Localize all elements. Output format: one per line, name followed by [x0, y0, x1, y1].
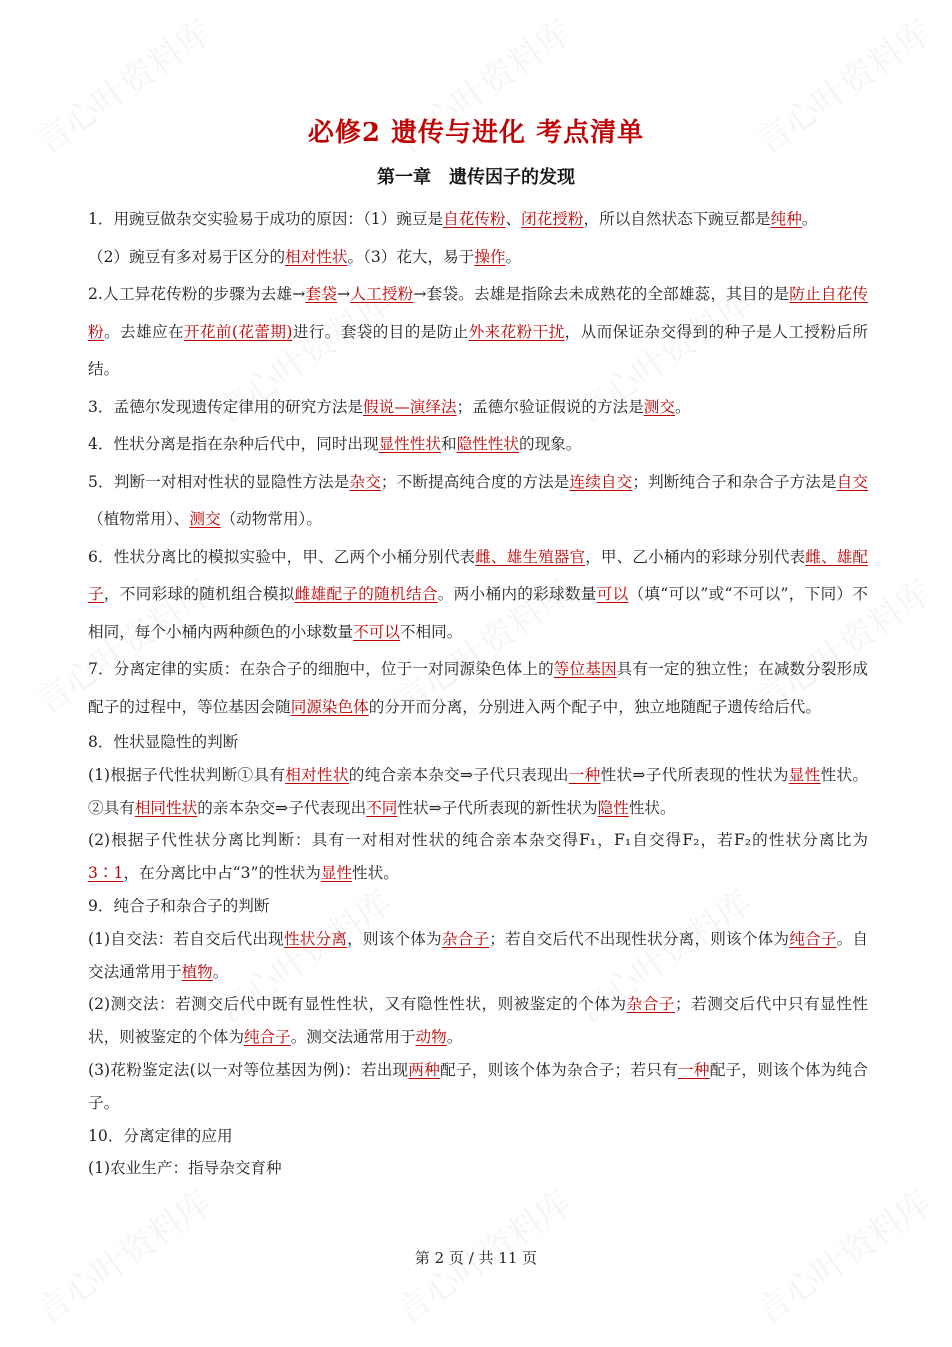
text-segment: (1)农业生产：指导杂交育种 [88, 1159, 282, 1178]
paragraph [88, 988, 868, 1054]
answer-highlight: 纯种 [770, 210, 802, 228]
text-segment: 。 [446, 1028, 463, 1047]
answer-highlight: 操作 [474, 247, 506, 266]
answer-highlight: 一种 [568, 765, 601, 784]
text-segment: (2)测交法：若测交后代中既有显性性状，又有隐性性状，则被鉴定的个体为 [88, 995, 627, 1014]
answer-highlight: 性状分离 [283, 929, 348, 948]
text-segment: 不相同。 [399, 622, 463, 641]
answer-highlight: 隐性 [597, 798, 629, 817]
answer-highlight: 套袋 [305, 285, 338, 303]
text-segment: （动物常用）。 [220, 510, 322, 528]
answer-highlight: 相对性状 [285, 247, 348, 266]
answer-highlight: 杂合子 [441, 929, 490, 948]
text-segment: ，不同彩球的随机组合模拟 [103, 585, 295, 603]
answer-highlight: 一种 [677, 1060, 710, 1079]
answer-highlight: 测交 [189, 510, 221, 528]
answer-highlight: 杂合子 [626, 995, 676, 1014]
paragraph [88, 426, 868, 464]
text-segment: 5．判断一对相对性状的显隐性方法是 [88, 472, 350, 491]
text-segment: 性状。②具有 [88, 765, 868, 817]
chapter-heading: 第一章 遗传因子的发现 [377, 167, 575, 188]
page-title: 必修2 遗传与进化 考点清单 [307, 118, 645, 148]
text-segment: ；不断提高纯合度的方法是 [380, 472, 570, 491]
paragraph [88, 276, 868, 389]
paragraph [88, 651, 868, 726]
answer-highlight: 开花前(花蕾期) [183, 322, 293, 341]
text-segment: ；判断纯合子和杂合子方法是 [632, 472, 837, 491]
answer-highlight: 等位基因 [553, 660, 617, 678]
answer-highlight: 自交 [836, 472, 868, 491]
text-segment: 。去雄应在 [104, 322, 184, 341]
text-segment: 6．性状分离比的模拟实验中，甲、乙两个小桶分别代表 [88, 547, 476, 566]
text-segment: (3)花粉鉴定法(以一对等位基因为例)：若出现 [88, 1060, 409, 1079]
answer-highlight: 相对性状 [285, 765, 349, 784]
text-segment: (2)根据子代性状分离比判断：具有一对相对性状的纯合亲本杂交得F₁，F₁自交得F₂，若F₂的性状分离比为 [88, 831, 868, 850]
answer-highlight: 植物 [181, 962, 213, 981]
text-segment: 具有一定的独立性；在减数分裂形成配子的过程中，等位基因会随 [88, 660, 868, 716]
paragraph [88, 1054, 868, 1120]
answer-highlight: 不可以 [353, 622, 400, 641]
text-segment: ，在分离比中占“3”的性状为 [123, 864, 321, 883]
paragraph [88, 464, 868, 539]
answer-highlight: 相同性状 [134, 798, 198, 817]
text-segment: (1)自交法：若自交后代出现 [88, 929, 284, 948]
text-segment: ；若自交后代不出现性状分离，则该个体为 [489, 929, 790, 948]
text-segment: 。 [505, 247, 522, 266]
answer-highlight: 隐性性状 [456, 435, 519, 453]
page-footer: 第 2 页 / 共 11 页 [414, 1249, 538, 1267]
answer-highlight: 人工授粉 [350, 285, 414, 303]
paragraph [88, 923, 868, 989]
text-segment: （2）豌豆有多对易于区分的 [88, 247, 286, 266]
text-segment: 2.人工异花传粉的步骤为去雄→ [88, 285, 306, 303]
text-segment: 进行。套袋的目的是防止 [292, 322, 469, 341]
text-segment: 。测交法通常用于 [290, 1028, 416, 1047]
answer-highlight: 外来花粉干扰 [468, 322, 565, 341]
answer-highlight: 显性性状 [378, 435, 441, 453]
paragraph [88, 1120, 868, 1153]
text-segment: ，从而保证杂交得到的种子是人工授粉后所结。 [88, 322, 868, 378]
answer-highlight: 纯合子 [243, 1028, 291, 1047]
paragraph [88, 539, 868, 652]
answer-highlight: 闭花授粉 [521, 210, 584, 228]
text-segment: 的现象。 [519, 435, 582, 453]
paragraph [88, 759, 868, 825]
text-segment: 性状。 [628, 798, 676, 817]
answer-highlight: 测交 [643, 397, 675, 416]
answer-highlight: 显性 [788, 765, 821, 784]
answer-highlight: 连续自交 [569, 472, 633, 491]
paragraph [88, 239, 868, 277]
text-segment: 。自交法通常用于 [88, 929, 868, 981]
answer-highlight: 防止自花传粉 [88, 285, 868, 341]
text-segment: 配子，则该个体为纯合子。 [88, 1060, 868, 1112]
answer-highlight: 杂交 [349, 472, 381, 491]
text-segment: →套袋。去雄是指除去未成熟花的全部雄蕊，其目的是 [413, 285, 790, 303]
text-segment: 配子，则该个体为杂合子；若只有 [440, 1060, 678, 1079]
answer-highlight: 动物 [415, 1028, 447, 1047]
text-segment: 。（3）花大，易于 [347, 247, 475, 266]
text-segment: 1．用豌豆做杂交实验易于成功的原因：（1）豌豆是 [88, 210, 444, 228]
answer-highlight: 纯合子 [789, 929, 837, 948]
answer-highlight: 可以 [596, 585, 629, 603]
text-segment: 9．纯合子和杂合子的判断 [88, 896, 270, 915]
answer-highlight: 同源染色体 [290, 697, 369, 716]
text-segment: 。两小桶内的彩球数量 [437, 585, 597, 603]
answer-highlight: 自花传粉 [443, 210, 506, 228]
paragraph [88, 824, 868, 890]
answer-highlight: 显性 [320, 864, 353, 883]
text-segment: 8．性状显隐性的判断 [88, 733, 239, 751]
paragraph [88, 890, 868, 923]
text-segment: 。 [212, 962, 229, 981]
text-segment: 的亲本杂交⇒子代表现出 [197, 798, 367, 817]
text-segment: 、 [505, 210, 522, 228]
text-segment: （植物常用）、 [88, 510, 190, 528]
text-segment: 的分开而分离，分别进入两个配子中，独立地随配子遗传给后代。 [368, 697, 821, 716]
paragraph [88, 201, 868, 239]
answer-highlight: 雌雄配子的随机结合 [294, 585, 438, 603]
text-segment: 性状⇒子代所表现的性状为 [600, 765, 789, 784]
answer-highlight: 3∶1 [88, 864, 124, 883]
answer-highlight: 两种 [408, 1060, 441, 1079]
answer-highlight: 假说—演绎法 [363, 397, 457, 416]
text-segment: → [337, 285, 351, 303]
text-segment: ；若测交后代中只有显性性状，则被鉴定的个体为 [88, 995, 868, 1047]
text-segment: （填“可以”或“不可以”，下同）不相同，每个小桶内两种颜色的小球数量 [88, 585, 868, 641]
text-segment: ；孟德尔验证假说的方法是 [456, 397, 644, 416]
text-segment: 4．性状分离是指在杂种后代中，同时出现 [88, 435, 379, 453]
text-segment: 。 [674, 397, 691, 416]
answer-highlight: 雌、雄配子 [88, 547, 868, 603]
answer-highlight: 不同 [366, 798, 398, 817]
paragraph [88, 726, 868, 759]
text-segment: ，甲、乙小桶内的彩球分别代表 [585, 547, 806, 566]
paragraph [88, 1152, 868, 1185]
text-segment: 7．分离定律的实质：在杂合子的细胞中，位于一对同源染色体上的 [88, 660, 554, 678]
text-segment: 性状⇒子代所表现的新性状为 [397, 798, 598, 817]
document-body [88, 201, 868, 1185]
text-segment: 3．孟德尔发现遗传定律用的研究方法是 [88, 397, 364, 416]
paragraph [88, 389, 868, 427]
text-segment: ，所以自然状态下豌豆都是 [583, 210, 771, 228]
text-segment: 的纯合亲本杂交⇒子代只表现出 [348, 765, 569, 784]
text-segment: 。 [801, 210, 818, 228]
text-segment: 10．分离定律的应用 [88, 1126, 233, 1145]
text-segment: (1)根据子代性状判断①具有 [88, 765, 286, 784]
text-segment: 和 [441, 435, 457, 453]
text-segment: ，则该个体为 [347, 929, 442, 948]
text-segment: 性状。 [352, 864, 399, 883]
answer-highlight: 雌、雄生殖器官 [475, 547, 586, 566]
